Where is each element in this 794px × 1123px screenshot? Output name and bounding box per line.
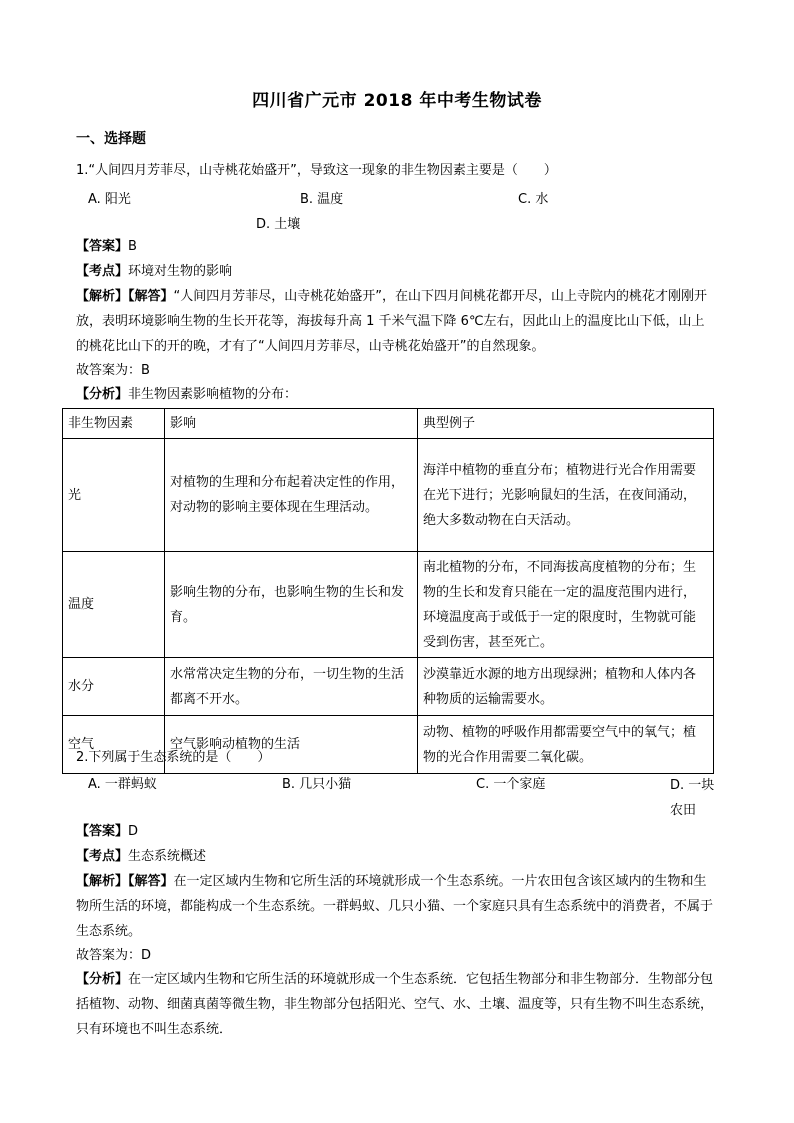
q1-summary xyxy=(76,386,297,404)
q2-answer-value: D xyxy=(128,824,139,839)
q1-stem: 1.“人间四月芳菲尽，山寺桃花始盛开”，导致这一现象的非生物因素主要是（ ） xyxy=(76,163,557,178)
q2-option-b: B. 几只小猫 xyxy=(282,777,352,792)
q1-option-d: D. 土壤 xyxy=(256,217,301,232)
table-cell-effect: 影响生物的分布，也影响生物的生长和发育。 xyxy=(165,552,418,658)
table-cell-factor: 光 xyxy=(63,439,165,552)
q2-summary-text: 在一定区域内生物和它所生活的环境就形成一个生态系统．它包括生物部分和非生物部分．生物部分包括植物、动物、细菌真菌等微生物，非生物部分包括阳光、空气、水、土壤、温度等，只有生物不叫生态系统，只有环境也不叫生态系统． xyxy=(76,972,714,1037)
table-cell-example: 海洋中植物的垂直分布；植物进行光合作用需要在光下进行；光影响鼠妇的生活，在夜间涌动，绝大多数动物在白天活动。 xyxy=(418,439,714,552)
q1-analysis-tag: 【解析】【解答】 xyxy=(76,289,174,304)
q1-option-c: C. 水 xyxy=(518,192,549,207)
q1-analysis xyxy=(76,284,716,359)
q1-point xyxy=(76,263,232,281)
q2-stem: 2.下列属于生态系统的是（ ） xyxy=(76,750,271,765)
q1-point-tag: 【考点】 xyxy=(76,264,129,279)
q2-point-value: 生态系统概述 xyxy=(128,849,207,864)
table-row xyxy=(63,552,714,658)
table-header-cell: 典型例子 xyxy=(418,409,714,439)
section-heading: 一、选择题 xyxy=(76,131,146,147)
page-title: 四川省广元市 2018 年中考生物试卷 xyxy=(252,91,542,111)
q2-analysis-tag: 【解析】【解答】 xyxy=(76,874,174,889)
q1-analysis-text: “人间四月芳菲尽，山寺桃花始盛开”，在山下四月间桃花都开尽，山上寺院内的桃花才刚刚开放，表明环境影响生物的生长开花等，海拔每升高 1 千米气温下降 6℃左右，因此山上的温度比山下低，山上的桃花比山下的开的晚，才有了“人间四月芳菲尽，山寺桃花始盛开”的自然现象。 xyxy=(76,289,707,354)
q2-conclusion: 故答案为：D xyxy=(76,948,152,963)
q2-option-a: A. 一群蚂蚁 xyxy=(88,777,157,792)
q2-option-c: C. 一个家庭 xyxy=(476,777,546,792)
table-cell-effect: 水常常决定生物的分布，一切生物的生活都离不开水。 xyxy=(165,658,418,716)
q2-answer-tag: 【答案】 xyxy=(76,824,129,839)
q1-point-value: 环境对生物的影响 xyxy=(128,264,233,279)
q2-answer xyxy=(76,823,138,841)
q1-summary-text: 非生物因素影响植物的分布： xyxy=(128,387,298,402)
table-cell-example: 南北植物的分布，不同海拔高度植物的分布；生物的生长和发育只能在一定的温度范围内进行，环境温度高于或低于一定的限度时，生物就可能受到伤害，甚至死亡。 xyxy=(418,552,714,658)
q2-option-d: D. 一块农田 xyxy=(670,778,715,818)
q1-answer-value: B xyxy=(128,239,137,254)
table-cell-example: 沙漠靠近水源的地方出现绿洲；植物和人体内各种物质的运输需要水。 xyxy=(418,658,714,716)
table-cell-factor: 空气 xyxy=(63,716,165,774)
q2-point xyxy=(76,848,206,866)
table-cell-factor: 温度 xyxy=(63,552,165,658)
q1-option-b: B. 温度 xyxy=(300,192,344,207)
q2-summary-tag: 【分析】 xyxy=(76,972,129,987)
q1-answer-tag: 【答案】 xyxy=(76,239,129,254)
q2-point-tag: 【考点】 xyxy=(76,849,129,864)
q2-analysis-text: 在一定区域内生物和它所生活的环境就形成一个生态系统。一片农田包含该区域内的生物和生物所生活的环境，都能构成一个生态系统。一群蚂蚁、几只小猫、一个家庭只具有生态系统中的消费者，不属于生态系统。 xyxy=(76,874,714,939)
table-cell-factor: 水分 xyxy=(63,658,165,716)
table-header-cell: 影响 xyxy=(165,409,418,439)
q2-analysis xyxy=(76,869,716,944)
table-row xyxy=(63,439,714,552)
q2-summary xyxy=(76,967,716,1042)
q1-option-a: A. 阳光 xyxy=(88,192,131,207)
q1-conclusion: 故答案为：B xyxy=(76,363,150,378)
table-cell-example: 动物、植物的呼吸作用都需要空气中的氧气；植物的光合作用需要二氧化碳。 xyxy=(418,716,714,774)
table-cell-effect: 空气影响动植物的生活 xyxy=(165,716,418,774)
table-row xyxy=(63,658,714,716)
table-header-row xyxy=(63,409,714,439)
table-header-cell: 非生物因素 xyxy=(63,409,165,439)
q1-summary-tag: 【分析】 xyxy=(76,387,129,402)
abiotic-factor-table xyxy=(62,408,714,774)
table-cell-effect: 对植物的生理和分布起着决定性的作用，对动物的影响主要体现在生理活动。 xyxy=(165,439,418,552)
q1-answer xyxy=(76,238,137,256)
